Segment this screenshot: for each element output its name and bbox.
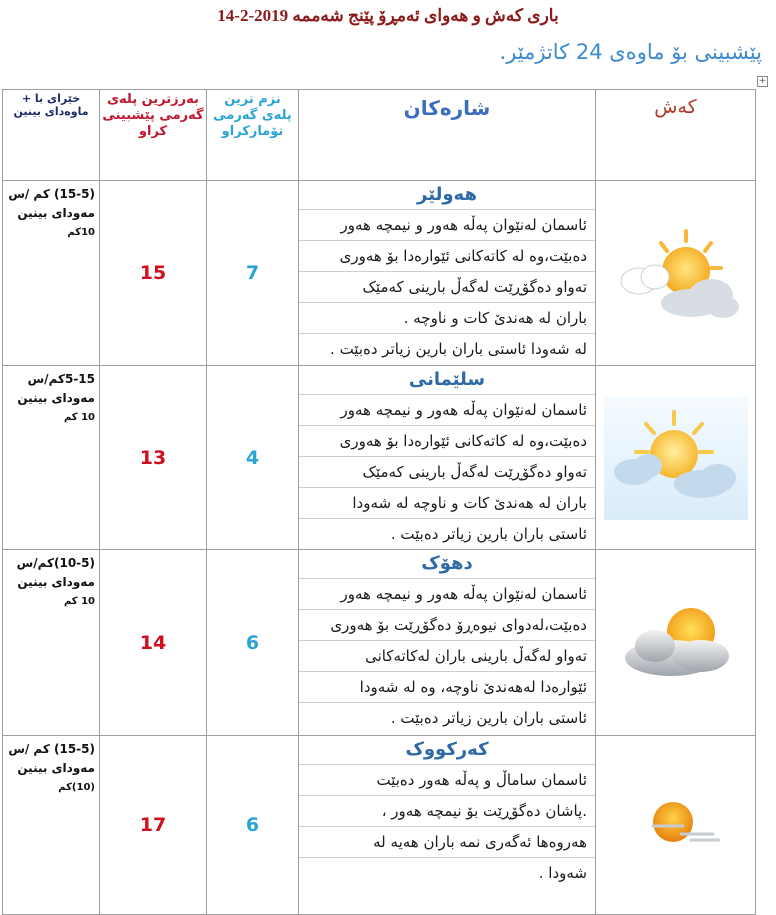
wind-speed: (10-5)کم/س [16, 556, 95, 570]
min-temp-value: 6 [207, 550, 299, 736]
description-line: لە شەودا ئاستی باران بارین زیاتر دەبێت . [299, 333, 595, 364]
table-row [3, 550, 756, 736]
visibility-label: مەودای بینین [17, 761, 95, 775]
sky-cell [596, 550, 756, 736]
wind-cell [3, 736, 100, 915]
wind-speed: (15-5) کم /س [8, 187, 95, 201]
city-name: سلێمانی [408, 369, 486, 390]
sun-with-clouds-icon [604, 396, 748, 520]
max-temp-value: 15 [100, 181, 207, 366]
sun-behind-cloud-icon [611, 223, 741, 323]
wind-cell [3, 550, 100, 736]
sky-cell [596, 181, 756, 366]
wind-cell [3, 181, 100, 366]
description-line: باران لە هەندێ کات و ناوچە لە شەودا [299, 487, 595, 518]
max-temp-value: 17 [100, 736, 207, 915]
description-line: دەبێت،وە لە کاتەکانی ئێوارەدا بۆ هەوری [299, 425, 595, 456]
city-cell [299, 181, 596, 366]
description-line: .پاشان دەگۆڕێت بۆ نیمچە هەور ، [299, 795, 595, 826]
description-line: دەبێت،وە لە کاتەکانی ئێوارەدا بۆ هەوری [299, 240, 595, 271]
page-title: باری کەش و هەوای ئەمڕۆ پێنج شەممە 2019-2-14 [217, 6, 559, 25]
wind-speed: 5-15کم/س [27, 372, 95, 386]
city-cell [299, 736, 596, 915]
sun-with-haze-icon [621, 790, 731, 860]
description-line: باران لە هەندێ کات و ناوچە . [299, 302, 595, 333]
header-wind: خێرای با + ماوەدای بینین [3, 90, 100, 181]
page-subtitle: پێشبینی بۆ ماوەی 24 کاتژمێر. [499, 40, 762, 64]
city-cell [299, 366, 596, 550]
description-line: ئاسمان لەنێوان پەڵە هەور و نیمچە هەور [299, 209, 595, 240]
visibility-label: مەودای بینین [17, 206, 95, 220]
wind-speed: (15-5) کم /س [8, 742, 95, 756]
description-line: ئاستی باران بارین زیاتر دەبێت . [299, 518, 595, 549]
description-line: تەواو دەگۆڕێت لەگەڵ بارینی کەمێک [299, 271, 595, 302]
wind-cell [3, 366, 100, 550]
description-line: تەواو دەگۆڕێت لەگەڵ بارینی کەمێک [299, 456, 595, 487]
city-name: کەرکووک [405, 739, 489, 760]
visibility-value: 10 کم [63, 596, 95, 607]
city-cell [299, 550, 596, 736]
description-line: ئاسمان ساماڵ و پەڵە هەور دەبێت [299, 764, 595, 795]
sky-cell [596, 366, 756, 550]
header-max-temp: بەرزترین پلەی گەرمی پێشبینی کراو [100, 90, 207, 181]
city-name: دهۆک [421, 553, 473, 574]
visibility-value: 10 کم [63, 412, 95, 423]
table-header-row [3, 90, 756, 181]
description-line: شەودا . [299, 857, 595, 888]
description-line: هەروەها ئەگەری نمە باران هەیە لە [299, 826, 595, 857]
table-row [3, 366, 756, 550]
visibility-label: مەودای بینین [17, 391, 95, 405]
sun-behind-grey-cloud-icon [611, 598, 741, 688]
description-line: ئێوارەدا لەهەندێ ناوچە، وە لە شەودا [299, 671, 595, 702]
table-move-handle-icon[interactable]: + [758, 76, 767, 86]
description-line: ئاسمان لەنێوان پەڵە هەور و نیمچە هەور [299, 578, 595, 609]
header-sky: کەش [596, 90, 756, 181]
header-min-temp: نزم ترین پلەی گەرمی تۆمارکراو [207, 90, 299, 181]
header-city: شارەکان [299, 90, 596, 181]
table-row [3, 736, 756, 915]
sky-cell [596, 736, 756, 915]
forecast-table [2, 89, 756, 915]
min-temp-value: 4 [207, 366, 299, 550]
city-name: هەولێر [417, 184, 477, 205]
description-line: دەبێت،لەدوای نیوەڕۆ دەگۆڕێت بۆ هەوری [299, 609, 595, 640]
max-temp-value: 14 [100, 550, 207, 736]
table-row [3, 181, 756, 366]
description-line: ئاسمان لەنێوان پەڵە هەور و نیمچە هەور [299, 394, 595, 425]
description-line: تەواو لەگەڵ بارینی باران لەکاتەکانی [299, 640, 595, 671]
max-temp-value: 13 [100, 366, 207, 550]
visibility-value: 10کم [67, 227, 95, 238]
min-temp-value: 6 [207, 736, 299, 915]
description-line: ئاستی باران بارین زیاتر دەبێت . [299, 702, 595, 733]
visibility-label: مەودای بینین [17, 575, 95, 589]
min-temp-value: 7 [207, 181, 299, 366]
visibility-value: (10)کم [58, 782, 95, 793]
